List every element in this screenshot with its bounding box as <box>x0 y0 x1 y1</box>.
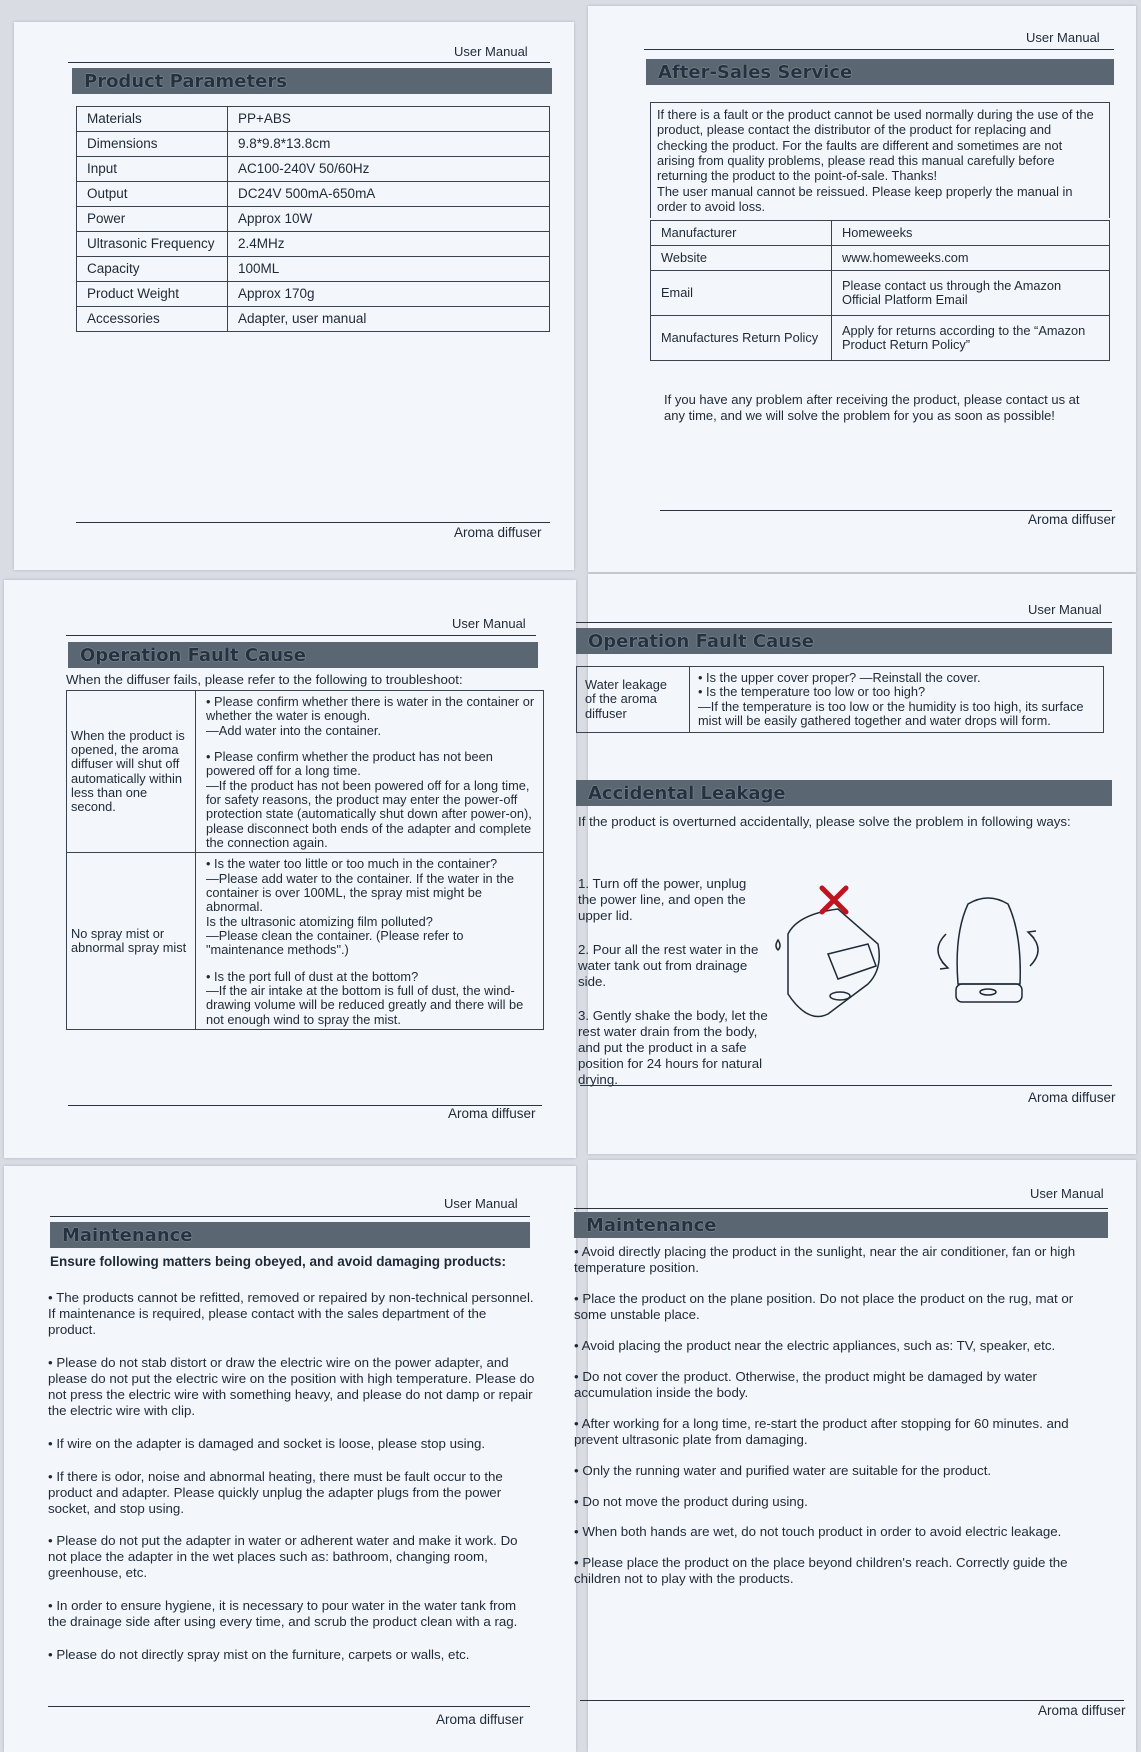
page-leakage <box>578 574 1136 1154</box>
fault-solution: • Please confirm whether the product has not been powered off for a long time. —If the product has not been powered off for a long time, for safety reasons, the product may enter the power-off protection state (automatically shut down after power-on), please disconnect both ends of the adapter and complete the connection again. <box>206 748 532 850</box>
header-rule <box>644 49 1114 50</box>
list-item: • Please do not stab distort or draw the electric wire on the power adapter, and please do not put the electric wire on the position with high temperature. Please do not press the electric wire with something heavy, and please do not damp or repair the electric wire with clip. <box>48 1354 535 1418</box>
fault-problem: When the product is opened, the aroma diffuser will shut off automatically within less than one second. <box>67 691 196 853</box>
row-label: Output <box>77 182 228 207</box>
section-title: Maintenance <box>50 1222 530 1248</box>
row-value: PP+ABS <box>228 107 550 132</box>
maintenance-list <box>48 1290 538 1680</box>
header-label: User Manual <box>1028 602 1102 617</box>
list-item: • If there is odor, noise and abnormal heating, there must be fault occur to the product and adapter. Please quickly unplug the adapter plugs from the power socket, and stop using. <box>48 1468 503 1516</box>
table-row <box>77 257 550 282</box>
row-label: Email <box>651 271 832 316</box>
row-label: Website <box>651 246 832 271</box>
fault-solution: • Is the water too little or too much in the container? —Please add water to the container. If the water in the container is over 100ML, the spray mist might be abnormal. Is the ultrasonic atomizing film polluted? —Please clean the container. (Please refer to "maintenance methods".) <box>206 856 515 958</box>
footer-label: Aroma diffuser <box>1028 1090 1116 1105</box>
section-title: Product Parameters <box>72 68 552 94</box>
list-item: • Avoid directly placing the product in the sunlight, near the air conditioner, fan or high temperature position. <box>574 1244 1076 1275</box>
fault-problem: Water leakage of the aroma diffuser <box>577 667 690 733</box>
fault-problem: No spray mist or abnormal spray mist <box>67 853 196 1030</box>
table-row <box>77 232 550 257</box>
list-item: • Please do not put the adapter in water or adherent water and make it work. Do not place the adapter in the wet places such as: bathroom, changing room, greenhouse, etc. <box>48 1533 518 1581</box>
header-label: User Manual <box>1030 1186 1104 1201</box>
fault-table <box>66 690 544 1030</box>
row-label: Input <box>77 157 228 182</box>
fault-solution: • Is the upper cover proper? —Reinstall the cover. • Is the temperature too low or too high? —If the temperature is too low or the humidity is too high, its surface mist will be easily gathered together and water drops will form. <box>690 667 1104 733</box>
footer-rule <box>76 522 550 523</box>
list-item: • Avoid placing the product near the electric appliances, such as: TV, speaker, etc. <box>574 1337 1056 1353</box>
tilted-diffuser-illustration <box>768 874 908 1024</box>
leakage-fault-table <box>576 666 1104 733</box>
header-rule <box>574 1208 1108 1209</box>
footer-label: Aroma diffuser <box>436 1712 524 1727</box>
row-label: Capacity <box>77 257 228 282</box>
footer-label: Aroma diffuser <box>1038 1703 1126 1718</box>
row-value: Please contact us through the Amazon Official Platform Email <box>832 271 1110 316</box>
leakage-step: 1. Turn off the power, unplug the power line, and open the upper lid. <box>578 876 747 923</box>
footer-rule <box>580 1700 1124 1701</box>
list-item: • After working for a long time, re-start the product after stopping for 60 minutes. and prevent ultrasonic plate from damaging. <box>574 1415 1069 1447</box>
row-value: AC100-240V 50/60Hz <box>228 157 550 182</box>
section-title: After-Sales Service <box>646 59 1114 85</box>
list-item: • Do not move the product during using. <box>574 1493 808 1509</box>
row-value: 2.4MHz <box>228 232 550 257</box>
list-item: • If wire on the adapter is damaged and socket is loose, please stop using. <box>48 1435 486 1451</box>
list-item: • Please place the product on the place beyond children's reach. Correctly guide the children not to play with the products. <box>574 1555 1068 1587</box>
after-sales-closing: If you have any problem after receiving the product, please contact us at any time, and we will solve the problem for you as soon as possible! <box>664 392 1080 423</box>
fault-solutions <box>196 853 544 1030</box>
table-row <box>77 157 550 182</box>
footer-label: Aroma diffuser <box>1028 512 1116 527</box>
page-maintenance-2 <box>574 1160 1136 1752</box>
parameters-table <box>76 106 550 332</box>
table-row <box>651 316 1110 361</box>
page-after-sales <box>588 6 1136 572</box>
fault-row <box>67 691 544 853</box>
row-value: Approx 10W <box>228 207 550 232</box>
footer-rule <box>580 1085 1112 1086</box>
header-rule <box>66 635 536 636</box>
maintenance-subtitle: Ensure following matters being obeyed, and avoid damaging products: <box>50 1254 507 1269</box>
row-label: Accessories <box>77 307 228 332</box>
list-item: • When both hands are wet, do not touch product in order to avoid electric leakage. <box>574 1524 1062 1540</box>
row-label: Materials <box>77 107 228 132</box>
table-row <box>77 207 550 232</box>
page-maintenance-1 <box>4 1166 576 1752</box>
page-product-parameters <box>14 22 574 570</box>
header-rule <box>68 62 550 63</box>
row-value: www.homeweeks.com <box>832 246 1110 271</box>
section-title: Accidental Leakage <box>576 780 1112 806</box>
leakage-step: 2. Pour all the rest water in the water tank out from drainage side. <box>578 942 759 989</box>
page-fault-cause <box>4 580 576 1158</box>
row-label: Manufactures Return Policy <box>651 316 832 361</box>
contact-table <box>650 220 1110 361</box>
row-value: 100ML <box>228 257 550 282</box>
footer-rule <box>660 510 1112 511</box>
header-rule <box>576 622 1112 623</box>
row-value: Apply for returns according to the “Amazon Product Return Policy” <box>832 316 1110 361</box>
row-label: Product Weight <box>77 282 228 307</box>
list-item: • In order to ensure hygiene, it is necessary to pour water in the water tank from the drainage side after using every time, and scrub the product clean with a rag. <box>48 1598 518 1630</box>
x-mark-icon <box>822 888 846 912</box>
table-row <box>77 182 550 207</box>
row-label: Power <box>77 207 228 232</box>
footer-rule <box>48 1706 530 1707</box>
list-item: • Please do not directly spray mist on the furniture, carpets or walls, etc. <box>48 1647 470 1663</box>
table-row <box>77 107 550 132</box>
footer-label: Aroma diffuser <box>454 525 542 540</box>
after-sales-intro: If there is a fault or the product cannot be used normally during the use of the product, please contact the distributor of the product for replacing and checking the product. For the faults are different and sometimes are not arising from quality problems, please read this manual carefully before returning the product to the point-of-sale. Thanks! The user manual cannot be reissued. Please keep properly the manual in order to avoid loss. <box>650 102 1110 218</box>
leakage-step: 3. Gently shake the body, let the rest water drain from the body, and put the product in a safe position for 24 hours for natural drying. <box>578 1008 768 1087</box>
leakage-intro: If the product is overturned accidentally, please solve the problem in following ways: <box>578 814 1071 829</box>
row-value: 9.8*9.8*13.8cm <box>228 132 550 157</box>
table-row <box>77 307 550 332</box>
header-label: User Manual <box>444 1196 518 1211</box>
table-row <box>651 221 1110 246</box>
fault-row <box>67 853 544 1030</box>
header-rule <box>50 1216 530 1217</box>
row-value: Approx 170g <box>228 282 550 307</box>
fault-intro: When the diffuser fails, please refer to the following to troubleshoot: <box>66 672 463 687</box>
shaking-diffuser-illustration <box>918 874 1058 1024</box>
fault-solutions <box>196 691 544 853</box>
footer-label: Aroma diffuser <box>448 1106 536 1121</box>
row-value: DC24V 500mA-650mA <box>228 182 550 207</box>
fault-row <box>577 667 1104 733</box>
fault-solution: • Is the port full of dust at the bottom? —If the air intake at the bottom is full of dust, the wind-drawing volume will be reduced greatly and there will be not enough wind to spray the mist. <box>206 968 524 1027</box>
maintenance-list <box>574 1244 1104 1602</box>
section-title: Operation Fault Cause <box>68 642 538 668</box>
table-row <box>77 282 550 307</box>
list-item: • Only the running water and purified water are suitable for the product. <box>574 1462 992 1478</box>
list-item: • Place the product on the plane position. Do not place the product on the rug, mat or some unstable place. <box>574 1290 1074 1322</box>
header-label: User Manual <box>1026 30 1100 45</box>
table-row <box>77 132 550 157</box>
row-label: Dimensions <box>77 132 228 157</box>
section-title: Operation Fault Cause <box>576 628 1112 654</box>
header-label: User Manual <box>452 616 526 631</box>
row-label: Manufacturer <box>651 221 832 246</box>
table-row <box>651 271 1110 316</box>
row-value: Homeweeks <box>832 221 1110 246</box>
section-title: Maintenance <box>574 1212 1108 1238</box>
row-value: Adapter, user manual <box>228 307 550 332</box>
fault-solution: • Please confirm whether there is water in the container or whether the water is enough. —Add water into the container. <box>206 694 535 738</box>
header-label: User Manual <box>454 44 528 59</box>
list-item: • The products cannot be refitted, removed or repaired by non-technical personnel. If maintenance is required, please contact with the sales department of the product. <box>48 1290 534 1337</box>
row-label: Ultrasonic Frequency <box>77 232 228 257</box>
table-row <box>651 246 1110 271</box>
list-item: • Do not cover the product. Otherwise, the product might be damaged by water accumulation inside the body. <box>574 1368 1037 1400</box>
